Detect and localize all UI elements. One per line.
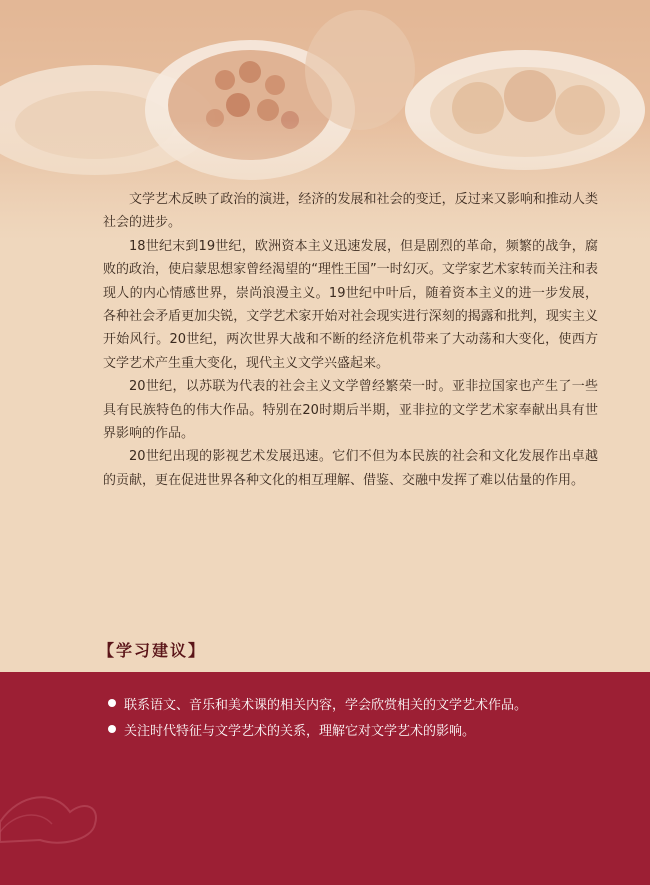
suggestion-list [108,690,628,742]
list-item [108,716,628,742]
paragraph-2: 18世纪末到19世纪，欧洲资本主义迅速发展，但是剧烈的革命，频繁的战争，腐败的政治，使启蒙思想家曾经渴望的“理性王国”一时幻灭。文学家艺术家转而关注和表现人的内心情感世界，崇尚浪漫主义。19世纪中叶后，随着资本主义的进一步发展，各种社会矛盾更加尖锐，文学艺术家开始对社会现实进行深刻的揭露和批判，现实主义开始风行。20世纪，两次世界大战和不断的经济危机带来了大动荡和大变化，使西方文学艺术产生重大变化，现代主义文学兴盛起来。 [103,238,598,371]
list-item [108,690,628,716]
study-suggestion-title: 【学习建议】 [98,641,207,660]
paragraph-1: 文学艺术反映了政治的演进，经济的发展和社会的变迁，反过来又影响和推动人类社会的进步。 [103,192,598,231]
suggestion-item-2: 关注时代特征与文学艺术的关系，理解它对文学艺术的影响。 [124,723,476,739]
suggestion-item-1: 联系语文、音乐和美术课的相关内容，学会欣赏相关的文学艺术作品。 [124,697,528,713]
bullet-icon [108,699,116,707]
paragraph-4: 20世纪出现的影视艺术发展迅速。它们不但为本民族的社会和文化发展作出卓越的贡献，更在促进世界各种文化的相互理解、借鉴、交融中发挥了难以估量的作用。 [103,449,598,488]
bullet-icon [108,725,116,733]
paragraph-3: 20世纪，以苏联为代表的社会主义文学曾经繁荣一时。亚非拉国家也产生了一些具有民族特色的伟大作品。特别在20时期后半期，亚非拉的文学艺术家奉献出具有世界影响的作品。 [103,379,598,442]
main-text [103,188,598,492]
